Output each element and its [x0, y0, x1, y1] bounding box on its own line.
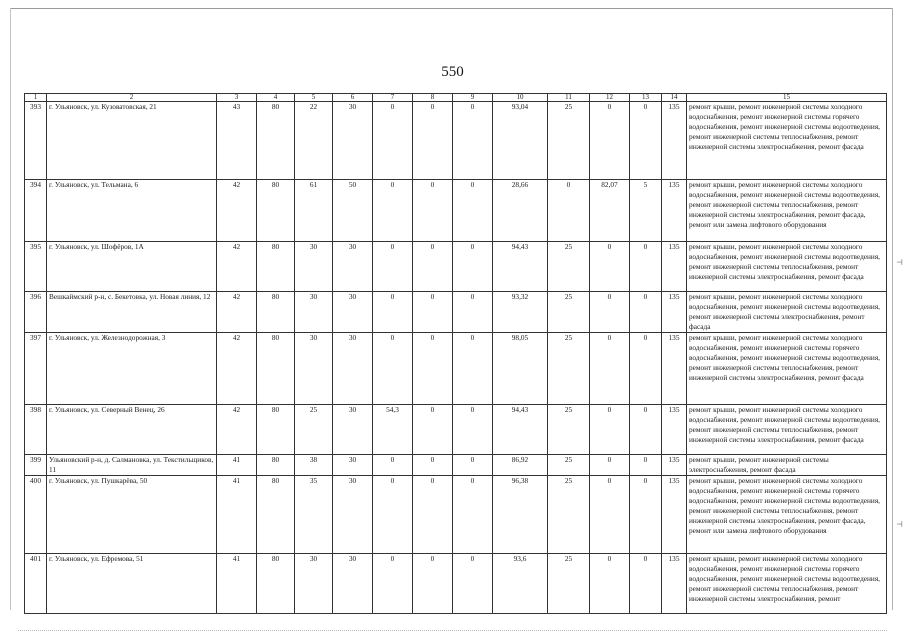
value-cell: 0	[630, 333, 662, 405]
col-header: 4	[257, 94, 295, 102]
row-number: 398	[25, 405, 47, 455]
value-cell: 30	[333, 554, 373, 614]
value-cell: 0	[590, 476, 630, 554]
row-number: 401	[25, 554, 47, 614]
value-cell: 25	[548, 455, 590, 476]
value-cell: 94,43	[493, 405, 548, 455]
value-cell: 86,92	[493, 455, 548, 476]
works-cell: ремонт крыши, ремонт инженерной системы холодного водоснабжения, ремонт инженерной системы горячего водоснабжения, ремонт инженерной системы водоотведения, ремонт инженерной системы теплоснабжения, ремонт инженерной системы электроснабжения, ремонт фасада	[687, 102, 887, 180]
value-cell: 0	[413, 333, 453, 405]
value-cell: 0	[453, 242, 493, 292]
value-cell: 25	[548, 554, 590, 614]
value-cell: 0	[630, 102, 662, 180]
table-row	[25, 242, 887, 292]
value-cell: 0	[630, 455, 662, 476]
value-cell: 82,07	[590, 180, 630, 242]
value-cell: 80	[257, 405, 295, 455]
value-cell: 0	[590, 333, 630, 405]
col-header: 3	[217, 94, 257, 102]
works-cell: ремонт крыши, ремонт инженерной системы холодного водоснабжения, ремонт инженерной системы водоотведения, ремонт инженерной системы теплоснабжения, ремонт инженерной системы электроснабжения, ремонт фасада	[687, 405, 887, 455]
value-cell: 96,38	[493, 476, 548, 554]
table-row	[25, 554, 887, 614]
value-cell: 0	[590, 405, 630, 455]
works-cell: ремонт крыши, ремонт инженерной системы холодного водоснабжения, ремонт инженерной системы водоотведения, ремонт инженерной системы теплоснабжения, ремонт инженерной системы электроснабжения, ремонт фасада	[687, 242, 887, 292]
value-cell: 0	[373, 102, 413, 180]
row-number: 399	[25, 455, 47, 476]
col-header: 10	[493, 94, 548, 102]
col-header: 12	[590, 94, 630, 102]
works-table	[24, 93, 887, 614]
value-cell: 42	[217, 242, 257, 292]
value-cell: 135	[662, 333, 687, 405]
value-cell: 94,43	[493, 242, 548, 292]
value-cell: 25	[548, 333, 590, 405]
value-cell: 0	[413, 292, 453, 333]
table-row	[25, 292, 887, 333]
value-cell: 0	[630, 242, 662, 292]
value-cell: 30	[295, 242, 333, 292]
value-cell: 0	[453, 476, 493, 554]
value-cell: 30	[333, 476, 373, 554]
address-cell: г. Ульяновск, ул. Северный Венец, 26	[47, 405, 217, 455]
table-row	[25, 333, 887, 405]
value-cell: 25	[548, 292, 590, 333]
value-cell: 0	[413, 455, 453, 476]
scan-border-left	[10, 8, 11, 610]
address-cell: г. Ульяновск, ул. Шофёров, 1А	[47, 242, 217, 292]
value-cell: 41	[217, 554, 257, 614]
value-cell: 30	[295, 554, 333, 614]
address-cell: г. Ульяновск, ул. Тельмана, 6	[47, 180, 217, 242]
col-header: 15	[687, 94, 887, 102]
value-cell: 25	[548, 476, 590, 554]
value-cell: 0	[413, 554, 453, 614]
value-cell: 5	[630, 180, 662, 242]
value-cell: 0	[453, 180, 493, 242]
col-header: 2	[47, 94, 217, 102]
value-cell: 42	[217, 333, 257, 405]
page-number: 550	[441, 64, 464, 80]
value-cell: 0	[453, 405, 493, 455]
value-cell: 0	[590, 554, 630, 614]
row-number: 393	[25, 102, 47, 180]
works-cell: ремонт крыши, ремонт инженерной системы холодного водоснабжения, ремонт инженерной системы горячего водоснабжения, ремонт инженерной системы водоотведения, ремонт инженерной системы теплоснабжения, ремонт инженерной системы электроснабжения, ремонт фасада, ремонт или замена лифтового оборудования	[687, 476, 887, 554]
row-number: 400	[25, 476, 47, 554]
col-header: 6	[333, 94, 373, 102]
value-cell: 135	[662, 554, 687, 614]
value-cell: 42	[217, 405, 257, 455]
value-cell: 0	[590, 102, 630, 180]
value-cell: 50	[333, 180, 373, 242]
value-cell: 25	[548, 242, 590, 292]
address-cell: г. Ульяновск, ул. Кузоватовская, 21	[47, 102, 217, 180]
value-cell: 0	[453, 102, 493, 180]
row-number: 394	[25, 180, 47, 242]
value-cell: 25	[295, 405, 333, 455]
scan-border-top	[10, 8, 893, 9]
value-cell: 98,05	[493, 333, 548, 405]
works-cell: ремонт крыши, ремонт инженерной системы холодного водоснабжения, ремонт инженерной системы горячего водоснабжения, ремонт инженерной системы водоотведения, ремонт инженерной системы теплоснабжения, ремонт инженерной системы электроснабжения, ремонт	[687, 554, 887, 614]
value-cell: 0	[413, 242, 453, 292]
scan-border-right	[892, 8, 893, 610]
value-cell: 80	[257, 455, 295, 476]
value-cell: 30	[333, 455, 373, 476]
value-cell: 41	[217, 476, 257, 554]
value-cell: 0	[373, 242, 413, 292]
value-cell: 80	[257, 333, 295, 405]
value-cell: 80	[257, 102, 295, 180]
value-cell: 0	[630, 554, 662, 614]
value-cell: 135	[662, 102, 687, 180]
value-cell: 135	[662, 292, 687, 333]
value-cell: 0	[413, 102, 453, 180]
value-cell: 0	[373, 292, 413, 333]
row-number: 395	[25, 242, 47, 292]
value-cell: 93,6	[493, 554, 548, 614]
value-cell: 42	[217, 292, 257, 333]
row-number: 396	[25, 292, 47, 333]
table-row	[25, 455, 887, 476]
value-cell: 0	[548, 180, 590, 242]
scan-mark: ⊣	[896, 258, 903, 267]
address-cell: г. Ульяновск, ул. Железнодорожная, 3	[47, 333, 217, 405]
value-cell: 135	[662, 242, 687, 292]
value-cell: 80	[257, 554, 295, 614]
works-cell: ремонт крыши, ремонт инженерной системы электроснабжения, ремонт фасада	[687, 455, 887, 476]
table-row	[25, 405, 887, 455]
value-cell: 135	[662, 180, 687, 242]
value-cell: 0	[453, 554, 493, 614]
value-cell: 0	[453, 292, 493, 333]
value-cell: 0	[630, 405, 662, 455]
value-cell: 25	[548, 102, 590, 180]
value-cell: 135	[662, 405, 687, 455]
value-cell: 42	[217, 180, 257, 242]
table-row	[25, 180, 887, 242]
row-number: 397	[25, 333, 47, 405]
col-header: 9	[453, 94, 493, 102]
col-header: 5	[295, 94, 333, 102]
value-cell: 80	[257, 292, 295, 333]
value-cell: 22	[295, 102, 333, 180]
value-cell: 135	[662, 455, 687, 476]
value-cell: 0	[373, 333, 413, 405]
col-header: 14	[662, 94, 687, 102]
address-cell: Вешкаймский р-н, с. Бекетовка, ул. Новая линия, 12	[47, 292, 217, 333]
value-cell: 43	[217, 102, 257, 180]
value-cell: 0	[453, 455, 493, 476]
value-cell: 30	[333, 405, 373, 455]
col-header: 8	[413, 94, 453, 102]
value-cell: 0	[413, 405, 453, 455]
value-cell: 30	[333, 292, 373, 333]
value-cell: 0	[373, 554, 413, 614]
value-cell: 30	[333, 102, 373, 180]
value-cell: 28,66	[493, 180, 548, 242]
value-cell: 35	[295, 476, 333, 554]
table-row	[25, 476, 887, 554]
value-cell: 30	[333, 242, 373, 292]
works-cell: ремонт крыши, ремонт инженерной системы холодного водоснабжения, ремонт инженерной системы горячего водоснабжения, ремонт инженерной системы водоотведения, ремонт инженерной системы теплоснабжения, ремонт инженерной системы электроснабжения, ремонт фасада	[687, 333, 887, 405]
value-cell: 0	[590, 455, 630, 476]
col-header: 7	[373, 94, 413, 102]
works-cell: ремонт крыши, ремонт инженерной системы холодного водоснабжения, ремонт инженерной системы водоотведения, ремонт инженерной системы электроснабжения, ремонт фасада	[687, 292, 887, 333]
scan-noise	[18, 630, 887, 632]
works-cell: ремонт крыши, ремонт инженерной системы холодного водоснабжения, ремонт инженерной системы водоотведения, ремонт инженерной системы теплоснабжения, ремонт инженерной системы электроснабжения, ремонт фасада, ремонт или замена лифтового оборудования	[687, 180, 887, 242]
value-cell: 25	[548, 405, 590, 455]
col-header: 1	[25, 94, 47, 102]
value-cell: 135	[662, 476, 687, 554]
col-header: 11	[548, 94, 590, 102]
value-cell: 0	[453, 333, 493, 405]
header-row	[25, 94, 887, 102]
address-cell: г. Ульяновск, ул. Пушкарёва, 50	[47, 476, 217, 554]
value-cell: 0	[373, 455, 413, 476]
table-row	[25, 102, 887, 180]
value-cell: 80	[257, 242, 295, 292]
value-cell: 30	[295, 333, 333, 405]
value-cell: 80	[257, 476, 295, 554]
value-cell: 0	[630, 292, 662, 333]
value-cell: 0	[590, 292, 630, 333]
value-cell: 0	[590, 242, 630, 292]
value-cell: 61	[295, 180, 333, 242]
value-cell: 93,32	[493, 292, 548, 333]
value-cell: 0	[413, 476, 453, 554]
value-cell: 93,04	[493, 102, 548, 180]
value-cell: 41	[217, 455, 257, 476]
value-cell: 0	[373, 180, 413, 242]
value-cell: 80	[257, 180, 295, 242]
address-cell: Ульяновский р-н, д. Салмановка, ул. Текстильщиков, 11	[47, 455, 217, 476]
col-header: 13	[630, 94, 662, 102]
value-cell: 0	[373, 476, 413, 554]
value-cell: 0	[413, 180, 453, 242]
scan-mark: ⊣	[896, 520, 903, 529]
value-cell: 54,3	[373, 405, 413, 455]
value-cell: 38	[295, 455, 333, 476]
address-cell: г. Ульяновск, ул. Ефремова, 51	[47, 554, 217, 614]
value-cell: 30	[333, 333, 373, 405]
value-cell: 0	[630, 476, 662, 554]
value-cell: 30	[295, 292, 333, 333]
